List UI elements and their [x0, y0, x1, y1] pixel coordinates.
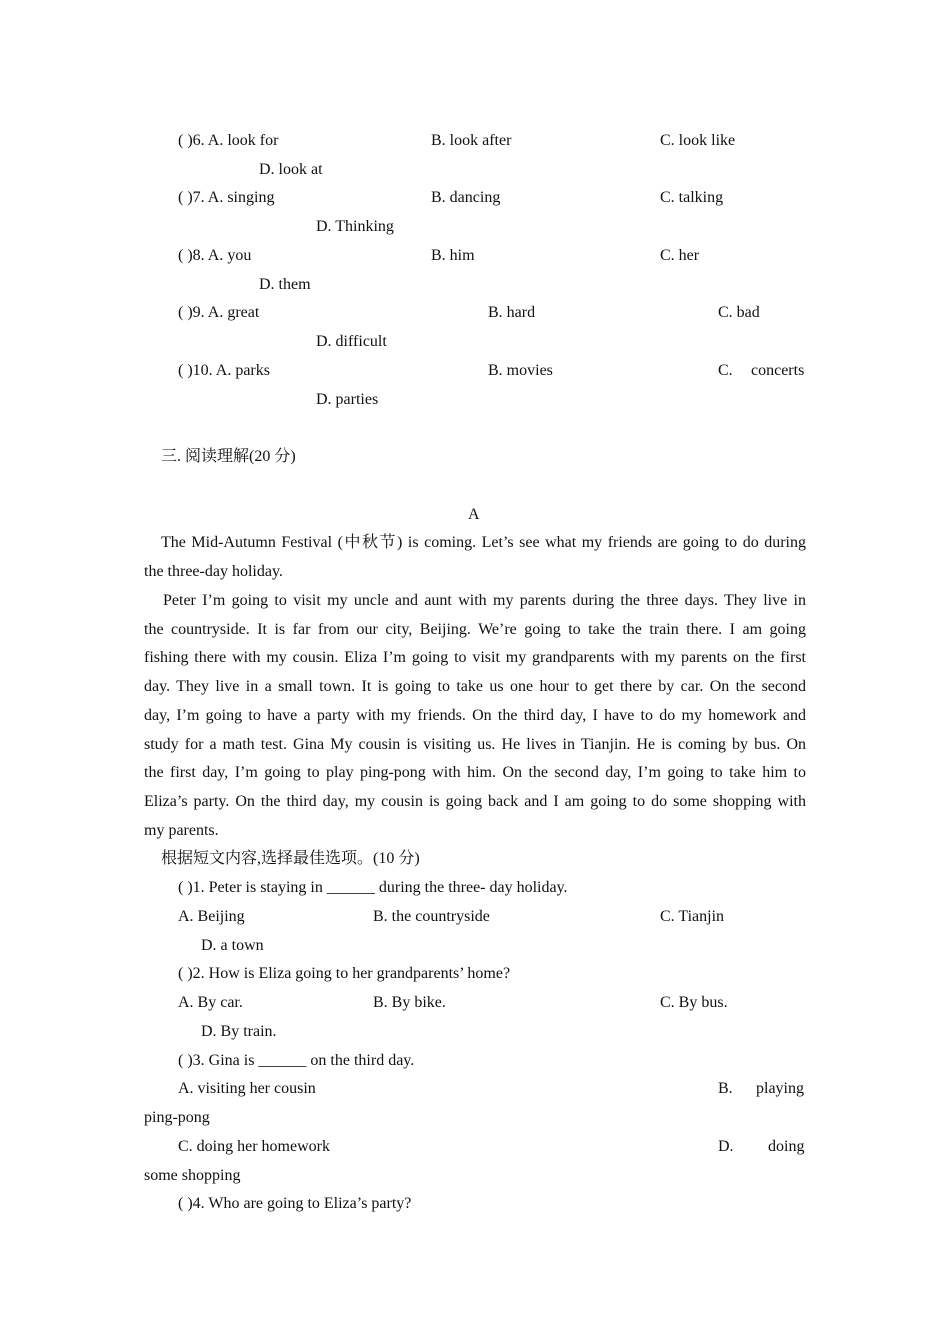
- cloze-7-option-d: D. Thinking: [316, 218, 394, 235]
- question-3-stem: ( )3. Gina is ______ on the third day.: [178, 1052, 415, 1069]
- cloze-9-stem: ( )9. A. great: [178, 304, 260, 321]
- question-4-stem: ( )4. Who are going to Eliza’s party?: [178, 1195, 412, 1212]
- cloze-7-stem: ( )7. A. singing: [178, 189, 275, 206]
- question-3-option-b-label: B.: [718, 1080, 733, 1097]
- passage-line: day. They live in a small town. It is going to take us one hour to get there by car. On the second: [144, 678, 806, 695]
- passage-label: A: [468, 506, 480, 523]
- question-2-option-b: B. By bike.: [373, 994, 446, 1011]
- question-3-option-c: C. doing her homework: [178, 1138, 330, 1155]
- cloze-7-option-c: C. talking: [660, 189, 724, 206]
- passage-line: The Mid-Autumn Festival (中秋节) is coming. Let’s see what my friends are going to do during: [161, 534, 806, 551]
- cloze-6-option-d: D. look at: [259, 161, 323, 178]
- passage-line: Eliza’s party. On the third day, my cousin is going back and I am going to do some shopping with: [144, 793, 806, 810]
- cloze-7-option-b: B. dancing: [431, 189, 501, 206]
- cloze-6-option-b: B. look after: [431, 132, 512, 149]
- cloze-9-option-b: B. hard: [488, 304, 536, 321]
- question-1-option-b: B. the countryside: [373, 908, 490, 925]
- passage-line: the three-day holiday.: [144, 563, 283, 580]
- cloze-8-stem: ( )8. A. you: [178, 247, 252, 264]
- passage-line: my parents.: [144, 822, 219, 839]
- passage-line: the countryside. It is far from our city, Beijing. We’re going to take the train there. I am going: [144, 621, 806, 638]
- cloze-6-option-c: C. look like: [660, 132, 736, 149]
- question-1-stem: ( )1. Peter is staying in ______ during the three- day holiday.: [178, 879, 568, 896]
- question-1-option-d: D. a town: [201, 937, 264, 954]
- question-2-option-c: C. By bus.: [660, 994, 728, 1011]
- cloze-8-option-d: D. them: [259, 276, 311, 293]
- cloze-10-option-c-text: concerts: [751, 362, 805, 379]
- passage-line: Peter I’m going to visit my uncle and aunt with my parents during the three days. They live in: [163, 592, 806, 609]
- passage-line: the first day, I’m going to play ping-pong with him. On the second day, I’m going to take him to: [144, 764, 806, 781]
- cloze-6-stem: ( )6. A. look for: [178, 132, 279, 149]
- cloze-9-option-d: D. difficult: [316, 333, 387, 350]
- question-3-option-d-continued: some shopping: [144, 1167, 241, 1184]
- cloze-8-option-c: C. her: [660, 247, 700, 264]
- cloze-10-option-d: D. parties: [316, 391, 379, 408]
- passage-line: study for a math test. Gina My cousin is visiting us. He lives in Tianjin. He is coming by bus. On: [144, 736, 806, 753]
- question-3-option-b-text: playing: [756, 1080, 804, 1097]
- instructions: 根据短文内容,选择最佳选项。(10 分): [161, 850, 420, 867]
- question-3-option-d-text: doing: [768, 1138, 805, 1155]
- cloze-10-stem: ( )10. A. parks: [178, 362, 270, 379]
- cloze-9-option-c: C. bad: [718, 304, 760, 321]
- section-title: 三. 阅读理解(20 分): [161, 448, 296, 465]
- passage-line: day, I’m going to have a party with my friends. On the third day, I have to do my homework and: [144, 707, 806, 724]
- passage-line: fishing there with my cousin. Eliza I’m going to visit my grandparents with my parents on the first: [144, 649, 806, 666]
- question-1-option-a: A. Beijing: [178, 908, 245, 925]
- question-3-option-a: A. visiting her cousin: [178, 1080, 316, 1097]
- question-3-option-d-label: D.: [718, 1138, 734, 1155]
- question-1-option-c: C. Tianjin: [660, 908, 725, 925]
- cloze-10-option-c-label: C.: [718, 362, 733, 379]
- question-2-option-d: D. By train.: [201, 1023, 277, 1040]
- question-2-option-a: A. By car.: [178, 994, 243, 1011]
- question-2-stem: ( )2. How is Eliza going to her grandparents’ home?: [178, 965, 511, 982]
- cloze-8-option-b: B. him: [431, 247, 475, 264]
- cloze-10-option-b: B. movies: [488, 362, 553, 379]
- question-3-option-b-continued: ping-pong: [144, 1109, 210, 1126]
